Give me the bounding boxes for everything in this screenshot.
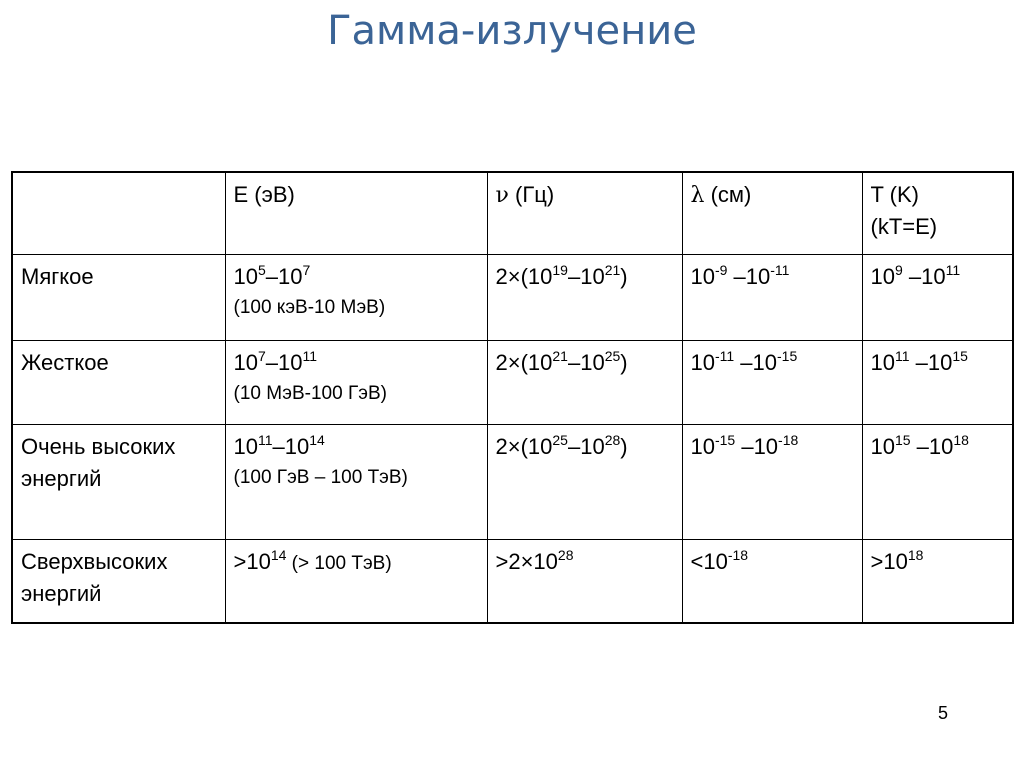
row-label: Очень высоких энергий [12,424,225,539]
header-energy: E (эВ) [225,172,487,254]
energy-cell: $10^5-10^7$ (100 кэВ-10 МэВ) [225,254,487,340]
frequency-cell: $2\times(10^{21}-10^{25})$ [487,340,682,424]
table-header-row [12,172,1013,254]
temperature-cell: $>10^{18}$ [862,539,1013,623]
wavelength-cell: $<10^{-18}$ [682,539,862,623]
header-temperature: T (K) (kT=E) [862,172,1013,254]
lambda-symbol: λ [690,183,705,208]
frequency-cell: $>2\times 10^{28}$ [487,539,682,623]
header-wavelength: λ (см) [682,172,862,254]
temperature-cell: $10^{15}$ $-10^{18}$ [862,424,1013,539]
temperature-cell: $10^{11}$ $-10^{15}$ [862,340,1013,424]
table-row [12,539,1013,623]
energy-cell: $>10^{14}$ (> 100 ТэВ) [225,539,487,623]
slide-title: Гамма-излучение [327,8,697,54]
header-frequency: ν (Гц) [487,172,682,254]
nu-symbol: ν [495,183,509,208]
table-row [12,254,1013,340]
wavelength-cell: $10^{-15}$ $-10^{-18}$ [682,424,862,539]
table-row [12,340,1013,424]
wavelength-cell: $10^{-11}$ $-10^{-15}$ [682,340,862,424]
frequency-cell: $2\times(10^{25}-10^{28})$ [487,424,682,539]
wavelength-cell: $10^{-9}$ $-10^{-11}$ [682,254,862,340]
gamma-radiation-table [11,171,1014,624]
table-row [12,424,1013,539]
frequency-cell: $2\times(10^{19}-10^{21})$ [487,254,682,340]
energy-cell: $10^{11}-10^{14}$ (100 ГэВ – 100 ТэВ) [225,424,487,539]
row-label: Жесткое [12,340,225,424]
row-label: Сверхвысоких энергий [12,539,225,623]
header-empty-cell [12,172,225,254]
row-label: Мягкое [12,254,225,340]
page-number: 5 [937,703,948,723]
temperature-cell: $10^9$ $-10^{11}$ [862,254,1013,340]
energy-cell: $10^7-10^{11}$ (10 МэВ-100 ГэВ) [225,340,487,424]
